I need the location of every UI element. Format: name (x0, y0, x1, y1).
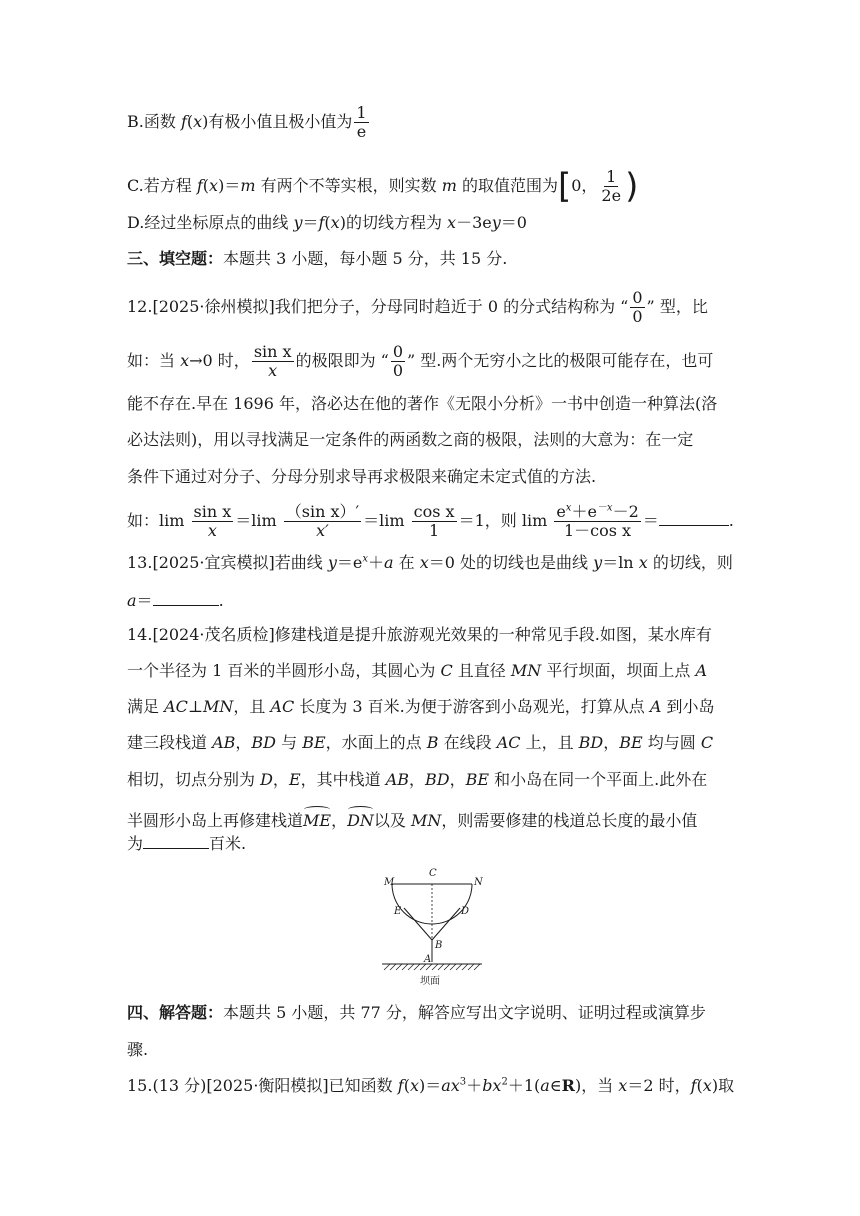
question-14-line-2: 一个半径为 1 百米的半圆形小岛，其圆心为 C 且直径 MN 平行坝面，坝面上点 A (127, 661, 708, 680)
label-m: M (384, 877, 395, 888)
answer-blank[interactable] (153, 587, 219, 606)
question-14-line-5: 相切，切点分别为 D，E，其中栈道 AB，BD，BE 和小岛在同一个平面上.此外在 (127, 770, 708, 789)
section-heading-continued: 骤. (127, 1040, 149, 1059)
option-d: D.经过坐标原点的曲线 y＝f(x)的切线方程为 x－3ey＝0 (127, 213, 527, 232)
fraction: $\frac{1}{2e}$ (601, 167, 622, 205)
diagram-svg (380, 864, 484, 994)
question-12-line-5: 条件下通过对分子、分母分别求导再求极限来确定未定式值的方法. (127, 467, 597, 486)
arc-dn: DN (347, 809, 374, 833)
question-14-line-1: 14.[2024·茂名质检]修建栈道是提升旅游观光效果的一种常见手段.如图，某水库有 (127, 625, 712, 644)
question-14-line-6: 半圆形小岛上再修建栈道ME，DN以及 MN，则需要修建的栈道总长度的最小值 (127, 809, 697, 833)
dam-caption: 坝面 (420, 976, 440, 987)
question-12-line-1: 12.[2025·徐州模拟]我们把分子，分母同时趋近于 0 的分式结构称为 “ $\frac{0}{0}$ ” 型，比 (127, 288, 708, 326)
label-a: A (424, 954, 432, 965)
option-b: B.函数 f(x)有极小值且极小值为 $\frac{1}{e}$ (127, 103, 367, 141)
label-n: N (474, 877, 483, 888)
arc-me: ME (303, 809, 331, 833)
label-d: D (461, 906, 470, 917)
question-12-line-4: 必达法则)，用以寻找满足一定条件的两函数之商的极限，法则的大意为：在一定 (127, 430, 694, 449)
question-13-line-1: 13.[2025·宜宾模拟]若曲线 $y=e^x+a$ 在 x＝0 处的切线也是曲线 y＝ln x 的切线，则 (127, 553, 733, 572)
section-heading: 四、解答题：本题共 5 小题，共 77 分，解答应写出文字说明、证明过程或演算步 (127, 1003, 706, 1022)
question-12-line-6: 如：lim $\frac{\text{sin x}}{x}$ ＝lim $\frac{\text{（sin x）′}}{x'}$ ＝lim $\frac{\text{cos x}}{1}$ ＝1，则 lim $\frac{e^x+e^{-x}-2}{\text{1－cos x}}$ ＝ . (127, 502, 734, 540)
question-14-line-4: 建三段栈道 AB，BD 与 BE，水面上的点 B 在线段 AC 上，且 BD，BE 均与圆 C (127, 733, 714, 752)
question-14-line-7: 为 百米. (127, 830, 246, 856)
question-13-line-2: a＝ . (127, 587, 224, 613)
question-14-line-3: 满足 AC⊥MN，且 AC 长度为 3 百米.为便于游客到小岛观光，打算从点 A 到小岛 (127, 697, 715, 716)
answer-blank[interactable] (143, 830, 209, 849)
question-12-line-2: 如：当 x→0 时， $\frac{\text{sin x}}{x}$ 的极限即为 “ $\frac{0}{0}$ ” 型.两个无穷小之比的极限可能存在，也可 (127, 342, 714, 380)
fraction: $\frac{1}{e}$ (356, 103, 367, 141)
question-12-line-3: 能不存在.早在 1696 年，洛必达在他的著作《无限小分析》一书中创造一种算法(洛 (127, 394, 718, 413)
label-e: E (394, 906, 402, 917)
option-c: C.若方程 f(x)＝m 有两个不等实根，则实数 m 的取值范围为[0， $\frac{1}{2e}$ ) (127, 166, 639, 207)
island-diagram (380, 864, 484, 994)
label-b: B (435, 940, 443, 951)
answer-blank[interactable] (659, 507, 729, 526)
question-15-line-1: 15.(13 分)[2025·衡阳模拟]已知函数 $f(x)=ax^3+bx^2+1(a\in R)$，当 x＝2 时，f(x)取 (127, 1076, 735, 1095)
label-c: C (429, 868, 437, 879)
section-heading: 三、填空题：本题共 3 小题，每小题 5 分，共 15 分. (127, 249, 508, 268)
